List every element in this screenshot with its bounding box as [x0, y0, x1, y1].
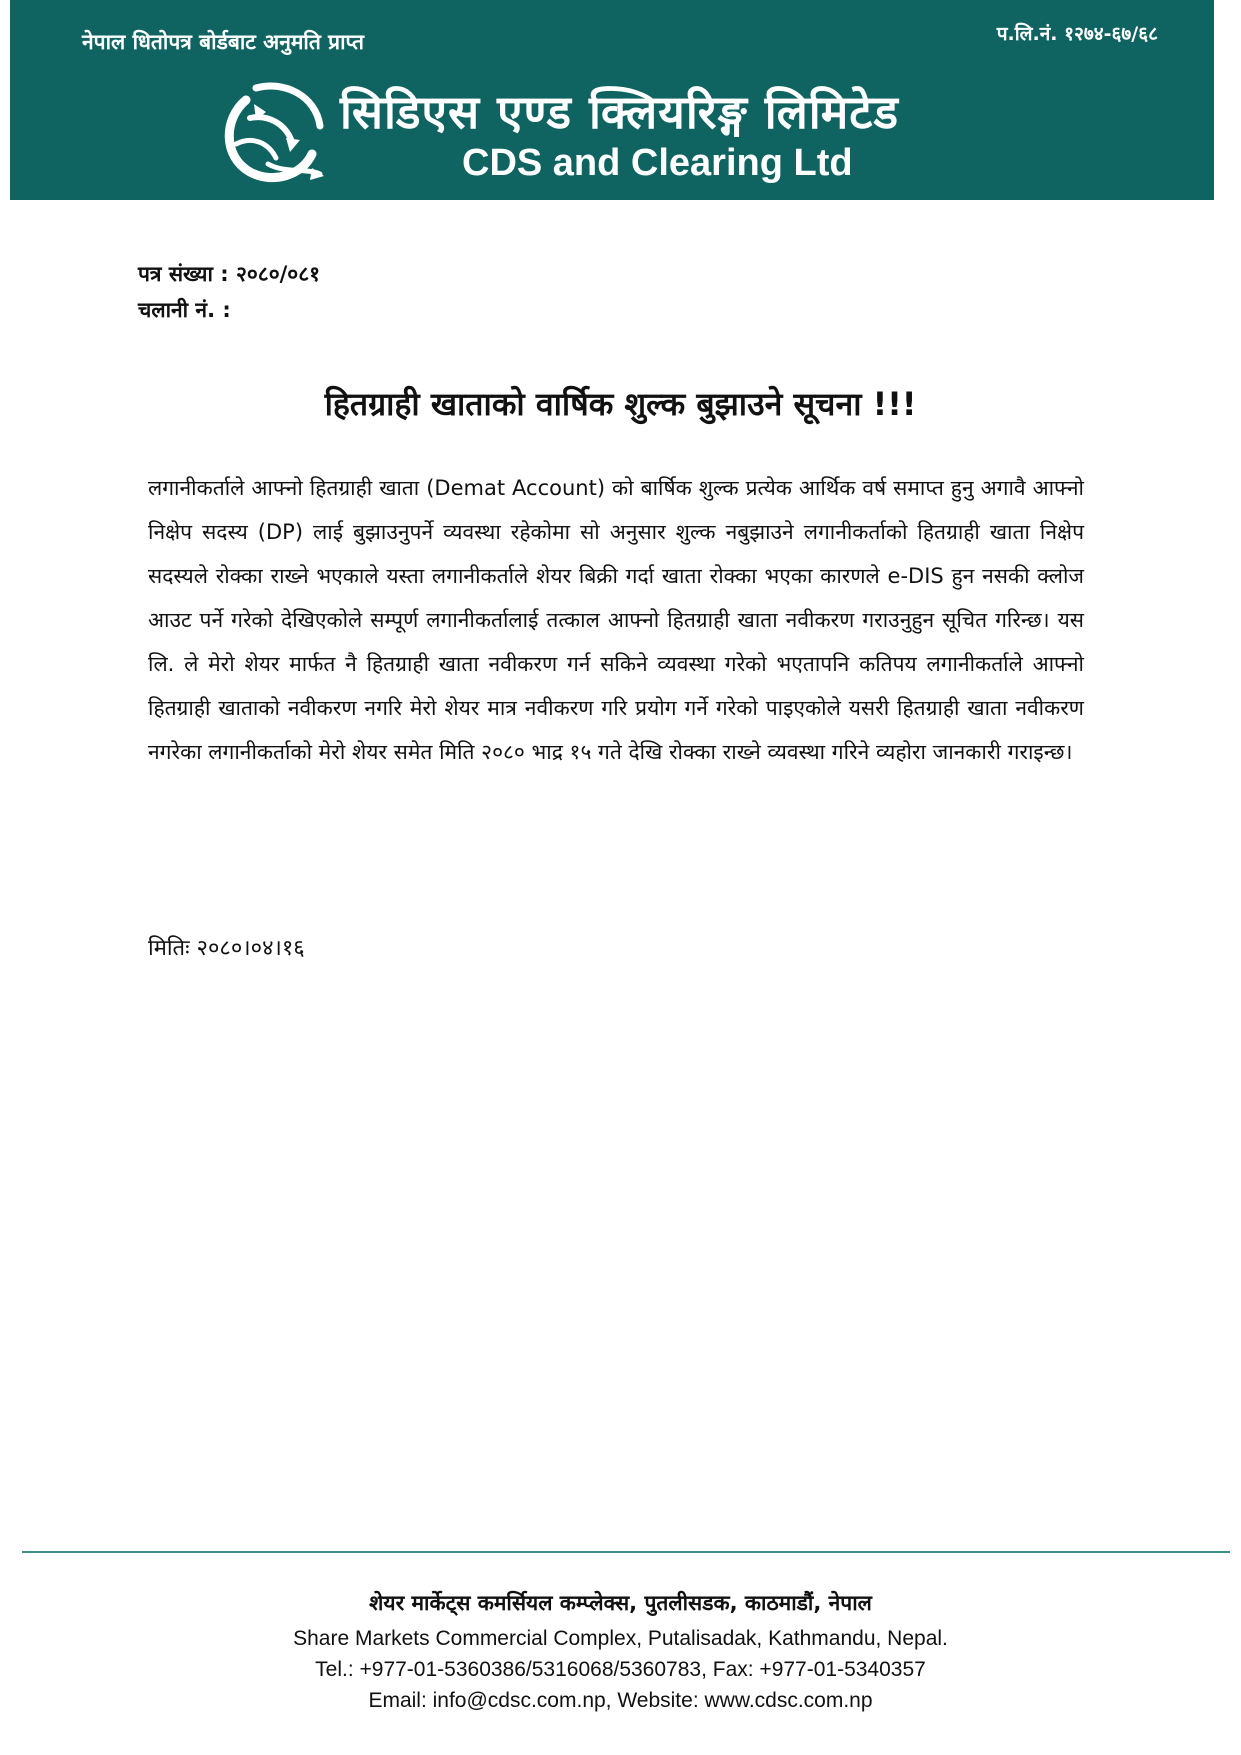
footer-email-website: Email: info@cdsc.com.np, Website: www.cdsc.com.np	[368, 1689, 873, 1712]
registration-number: प.लि.नं. १२७४-६७/६८	[996, 23, 1158, 45]
company-name-english: CDS and Clearing Ltd	[462, 142, 853, 184]
company-name-nepali: सिडिएस एण्ड क्लियरिङ्ग लिमिटेड	[340, 85, 900, 139]
approval-text: नेपाल धितोपत्र बोर्डबाट अनुमति प्राप्त	[82, 30, 364, 54]
letter-number: पत्र संख्या : २०८०/०८१	[138, 262, 321, 286]
notice-title: हितग्राही खाताको वार्षिक शुल्क बुझाउने सूचना !!!	[324, 385, 917, 423]
dispatch-number: चलानी नं. :	[138, 298, 231, 322]
reference-block	[138, 256, 320, 328]
footer-phone-fax: Tel.: +977-01-5360386/5316068/5360783, Fax: +977-01-5340357	[315, 1658, 926, 1681]
notice-body: लगानीकर्ताले आफ्नो हितग्राही खाता (Demat Account) को बार्षिक शुल्क प्रत्येक आर्थिक वर्ष समाप्त हुनु अगावै आफ्नो निक्षेप सदस्य (DP) लाई बुझाउनुपर्ने व्यवस्था रहेकोमा सो अनुसार शुल्क नबुझाउने लगानीकर्ताको हितग्राही खाता निक्षेप सदस्यले रोक्का राख्ने भएकाले यस्ता लगानीकर्ताले शेयर बिक्री गर्दा खाता रोक्का भएका कारणले e-DIS हुन नसकी क्लोज आउट पर्ने गरेको देखिएकोले सम्पूर्ण लगानीकर्तालाई तत्काल आफ्नो हितग्राही खाता नवीकरण गराउनुहुन सूचित गरिन्छ। यस लि. ले मेरो शेयर मार्फत नै हितग्राही खाता नवीकरण गर्न सकिने व्यवस्था गरेको भएतापनि कतिपय लगानीकर्ताले आफ्नो हितग्राही खाताको नवीकरण नगरि मेरो शेयर मात्र नवीकरण गरि प्रयोग गर्ने गरेको पाइएकोले यसरी हितग्राही खाता नवीकरण नगरेका लगानीकर्ताको मेरो शेयर समेत मिति २०८० भाद्र १५ गते देखि रोक्का राख्ने व्यवस्था गरिने व्यहोरा जानकारी गराइन्छ।	[148, 476, 1084, 764]
notice-date: मितिः २०८०।०४।१६	[148, 936, 305, 961]
footer	[0, 1588, 1241, 1716]
footer-divider	[22, 1551, 1230, 1553]
footer-address-nepali: शेयर मार्केट्स कमर्सियल कम्प्लेक्स, पुतलीसडक, काठमाडौं, नेपाल	[369, 1591, 872, 1615]
letterhead-banner	[10, 0, 1214, 200]
cdsc-logo-icon	[216, 78, 328, 186]
footer-address-english: Share Markets Commercial Complex, Putalisadak, Kathmandu, Nepal.	[293, 1627, 948, 1650]
